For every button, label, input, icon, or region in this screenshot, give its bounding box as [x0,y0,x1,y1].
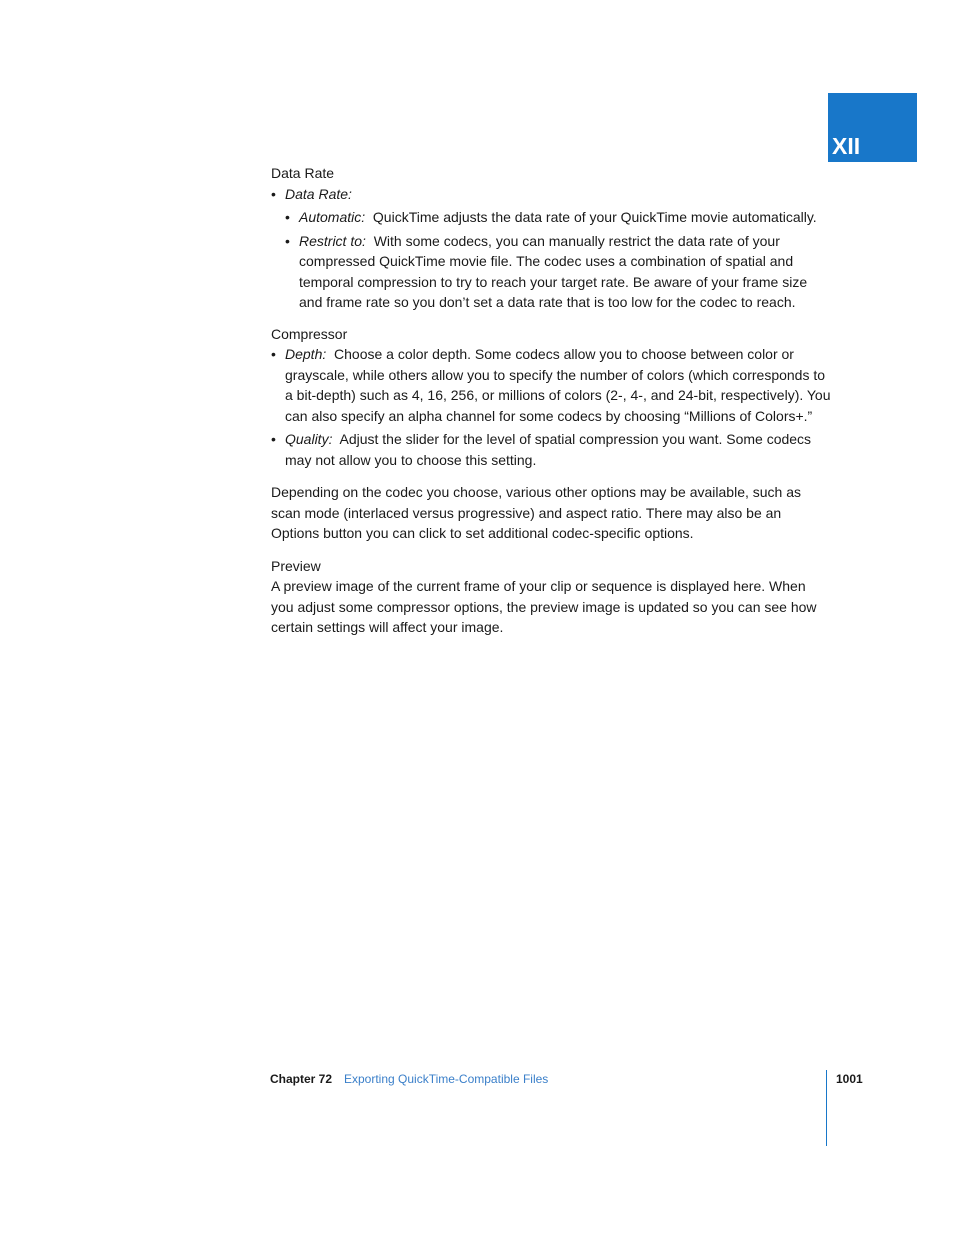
codec-paragraph: Depending on the codec you choose, various other options may be available, such as scan mode (interlaced versus progressive) and aspect ratio. There may also be an Options button you can click to set additional codec-specific options. [271,484,802,541]
page-content [271,163,831,638]
list-item [285,207,831,228]
bullet-icon: • [285,209,290,225]
list-item [271,344,831,426]
preview-heading: Preview [271,557,321,574]
list-item [285,231,831,313]
footer-chapter: Chapter 72 [270,1072,333,1086]
part-tab [828,93,917,162]
depth-text: Choose a color depth. Some codecs allow you to choose between color or grayscale, while others allow you to specify the number of colors (which corresponds to a bit-depth) such as 4, 16, 256, or millions of colors (2-, 4-, and 24-bit, respectively). You can also specify an alpha channel for some codecs by choosing “Millions of Colors+.” [285,346,831,424]
restrict-text: With some codecs, you can manually restrict the data rate of your compressed QuickTime movie file. The codec uses a combination of spatial and temporal compression to try to reach your target rate. Be aware of your frame size and frame rate so you don’t set a data rate that is too low for the codec to reach. [299,232,808,310]
quality-term: Quality: [285,431,333,447]
data-rate-heading: Data Rate [271,165,335,181]
quality-text: Adjust the slider for the level of spatial compression you want. Some codecs may not allow you to choose this setting. [285,431,812,468]
bullet-icon: • [285,232,290,249]
footer-divider [826,1070,827,1146]
list-item [271,429,831,470]
bullet-icon: • [271,346,276,362]
automatic-text: QuickTime adjusts the data rate of your QuickTime movie automatically. [372,209,817,225]
restrict-term: Restrict to: [299,232,366,249]
page-number: 1001 [836,1072,863,1086]
footer-chapter-title[interactable]: Exporting QuickTime-Compatible Files [344,1072,549,1086]
automatic-term: Automatic: [299,209,366,225]
part-tab-label: XII [832,133,861,159]
preview-text: A preview image of the current frame of your clip or sequence is displayed here. When you adjust some compressor options, the preview image is updated so you can see how certain settings will affect your image. [271,578,817,635]
bullet-icon: • [271,431,276,447]
compressor-heading: Compressor [271,325,348,342]
depth-term: Depth: [285,346,327,362]
bullet-icon: • [271,185,276,202]
list-item [271,184,831,205]
data-rate-term: Data Rate: [285,185,352,202]
